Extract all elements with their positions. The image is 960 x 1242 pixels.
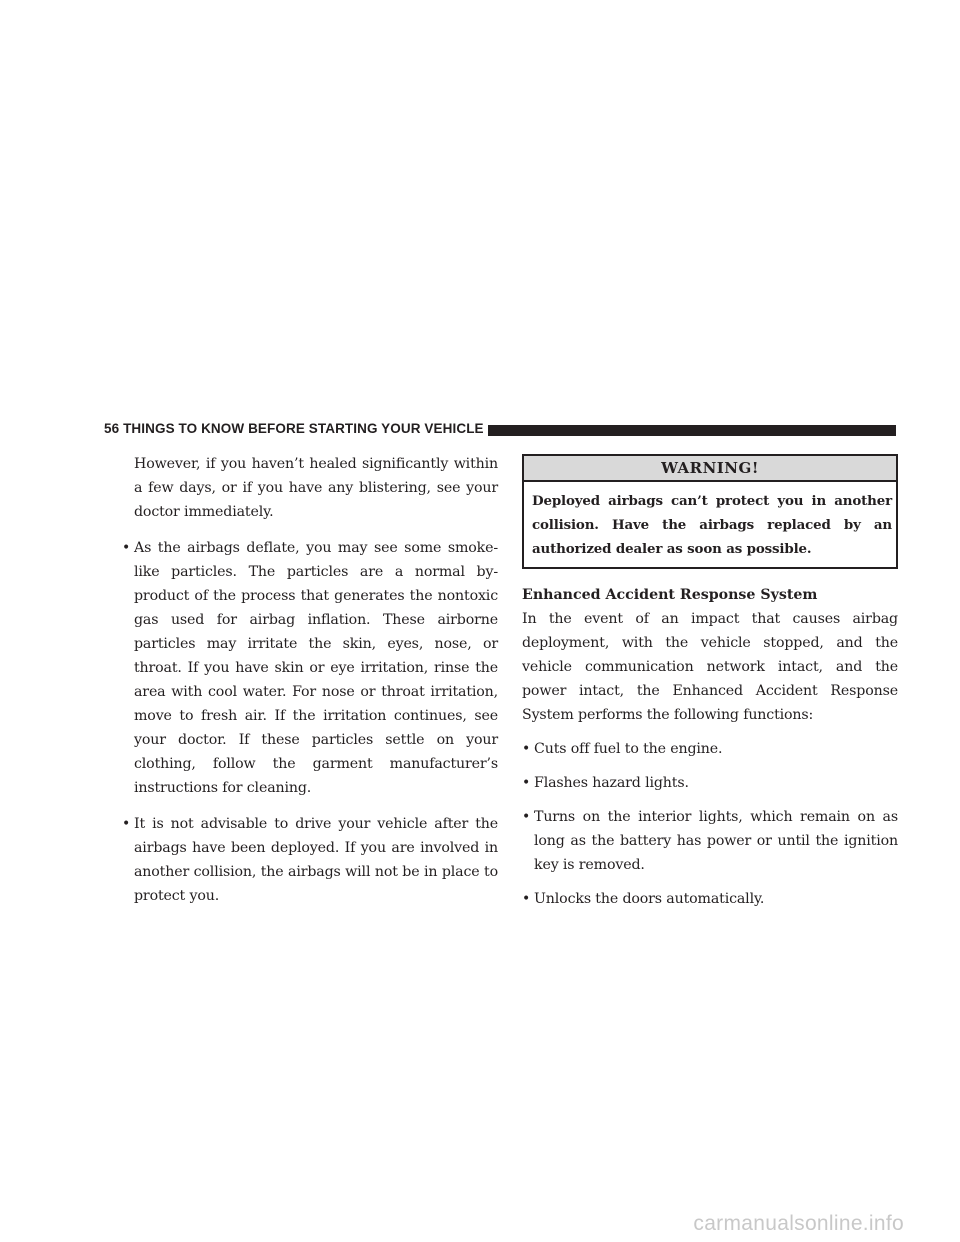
right-column <box>522 452 898 921</box>
list-item <box>522 805 898 877</box>
left-column <box>122 452 498 920</box>
list-item <box>122 812 498 908</box>
list-item <box>122 536 498 800</box>
section-title: Enhanced Accident Response System <box>522 587 818 603</box>
intro-paragraph: However, if you haven’t healed significantly within a few days, or if you have any blistering, see your doctor immediately. <box>134 456 498 520</box>
warning-text: Deployed airbags can’t protect you in another collision. Have the airbags replaced by an authorized dealer as soon as possible. <box>532 493 892 557</box>
bullet-text: Turns on the interior lights, which remain on as long as the battery has power or until the ignition key is removed. <box>534 809 898 873</box>
list-item <box>522 887 898 911</box>
section-heading: THINGS TO KNOW BEFORE STARTING YOUR VEHICLE <box>123 421 484 436</box>
bullet-icon: • <box>522 775 531 791</box>
page-number: 56 <box>104 421 120 436</box>
bullet-icon: • <box>122 540 131 556</box>
bullet-text: It is not advisable to drive your vehicle after the airbags have been deployed. If you are involved in another collision, the airbags will not be in place to protect you. <box>134 816 498 904</box>
bullet-text: As the airbags deflate, you may see some smoke-like particles. The particles are a normal by-product of the process that generates the nontoxic gas used for airbag inflation. These airborne particles may irritate the skin, eyes, nose, or throat. If you have skin or eye irritation, rinse the area with cool water. For nose or throat irritation, move to fresh air. If the irritation continues, see your doctor. If these particles settle on your clothing, follow the garment manufacturer’s instructions for cleaning. <box>134 540 498 796</box>
bullet-icon: • <box>522 741 531 757</box>
list-item <box>522 771 898 795</box>
header-title <box>104 421 484 436</box>
bullet-text: Unlocks the doors automatically. <box>534 891 765 907</box>
list-item <box>522 737 898 761</box>
watermark: carmanualsonline.info <box>693 1212 904 1235</box>
running-header <box>104 420 896 440</box>
warning-title: WARNING! <box>524 456 896 482</box>
warning-body <box>524 482 896 567</box>
bullet-text: Flashes hazard lights. <box>534 775 689 791</box>
section-paragraph: In the event of an impact that causes airbag deployment, with the vehicle stopped, and the vehicle communication network intact, and the power intact, the Enhanced Accident Response System performs the following functions: <box>522 611 898 723</box>
bullet-icon: • <box>522 891 531 907</box>
warning-box <box>522 454 898 569</box>
bullet-text: Cuts off fuel to the engine. <box>534 741 723 757</box>
bullet-icon: • <box>122 816 131 832</box>
bullet-icon: • <box>522 809 531 825</box>
header-rule <box>488 425 896 436</box>
